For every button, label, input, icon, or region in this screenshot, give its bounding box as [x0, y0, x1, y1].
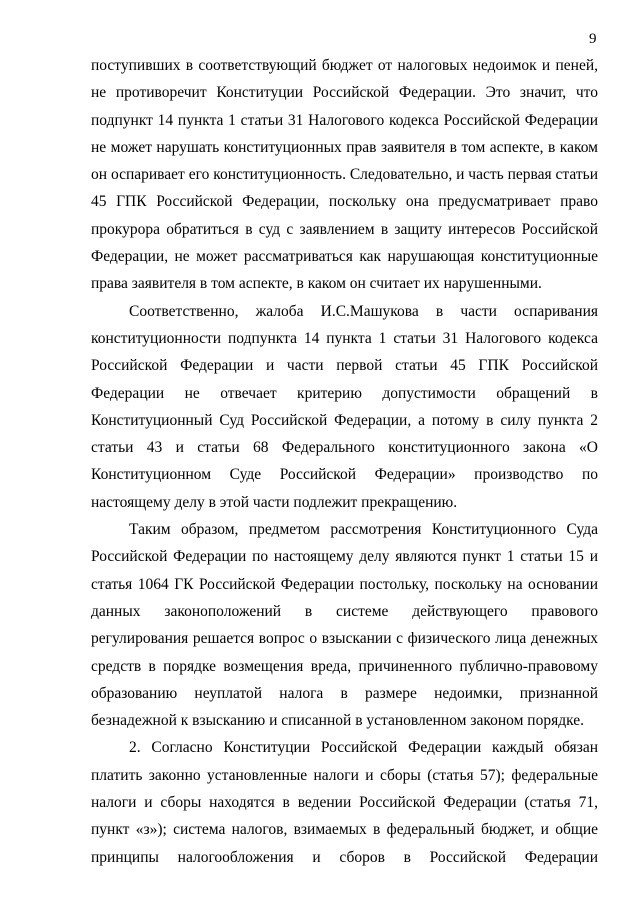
text-line: Российской Федерации и части первой статьи 45 ГПК Российской — [91, 357, 598, 375]
text-line: принципы налогообложения и сборов в Российской Федерации — [91, 848, 598, 866]
text-line: конституционности подпункта 14 пункта 1 статьи 31 Налогового кодекса — [91, 329, 598, 347]
text-line: средств в порядке возмещения вреда, причиненного публично-правовому — [91, 657, 598, 675]
text-line: статья 1064 ГК Российской Федерации постольку, поскольку на основании — [91, 575, 598, 593]
text-line: права заявителя в том аспекте, в каком он считает их нарушенными. — [91, 275, 542, 293]
text-line: пункт «з»); система налогов, взимаемых в федеральный бюджет, и общие — [91, 821, 598, 839]
text-line: подпункт 14 пункта 1 статьи 31 Налогового кодекса Российской Федерации — [91, 111, 598, 129]
text-line: налоги и сборы находятся в ведении Российской Федерации (статья 71, — [91, 794, 598, 812]
text-line: образованию неуплатой налога в размере недоимки, признанной — [91, 684, 598, 702]
text-line: безнадежной к взысканию и списанной в установленном законом порядке. — [91, 712, 585, 730]
text-line: не может нарушать конституционных прав заявителя в том аспекте, в каком — [91, 138, 598, 156]
text-line: 2. Согласно Конституции Российской Федерации каждый обязан — [129, 739, 598, 757]
text-line: Конституционный Суд Российской Федерации, а потому в силу пункта 2 — [91, 411, 598, 429]
page-number: 9 — [589, 31, 597, 47]
text-line: он оспаривает его конституционность. Следовательно, и часть первая статьи — [91, 166, 598, 184]
text-line: Федерации, не может рассматриваться как нарушающая конституционные — [91, 248, 598, 266]
text-line: Федерации не отвечает критерию допустимости обращений в — [91, 384, 598, 402]
text-line: Российской Федерации по настоящему делу являются пункт 1 статьи 15 и — [91, 548, 598, 566]
text-line: поступивших в соответствующий бюджет от налоговых недоимок и пеней, — [91, 57, 598, 74]
text-line: статьи 43 и статьи 68 Федерального конституционного закона «О — [91, 439, 598, 457]
text-line: Соответственно, жалоба И.С.Машукова в части оспаривания — [129, 302, 598, 320]
text-line: прокурора обратиться в суд с заявлением в защиту интересов Российской — [91, 220, 598, 238]
text-line: платить законно установленные налоги и сборы (статья 57); федеральные — [91, 766, 598, 784]
document-body — [91, 52, 598, 871]
text-line: 45 ГПК Российской Федерации, поскольку она предусматривает право — [91, 193, 598, 211]
text-line: регулирования решается вопрос о взыскании с физического лица денежных — [91, 630, 598, 648]
text-line: Таким образом, предметом рассмотрения Конституционного Суда — [129, 521, 598, 539]
text-line: Конституционном Суде Российской Федерации» производство по — [91, 466, 598, 484]
text-line: данных законоположений в системе действующего правового — [91, 602, 598, 620]
text-line: настоящему делу в этой части подлежит прекращению. — [91, 493, 458, 511]
text-line: не противоречит Конституции Российской Федерации. Это значит, что — [91, 84, 598, 102]
